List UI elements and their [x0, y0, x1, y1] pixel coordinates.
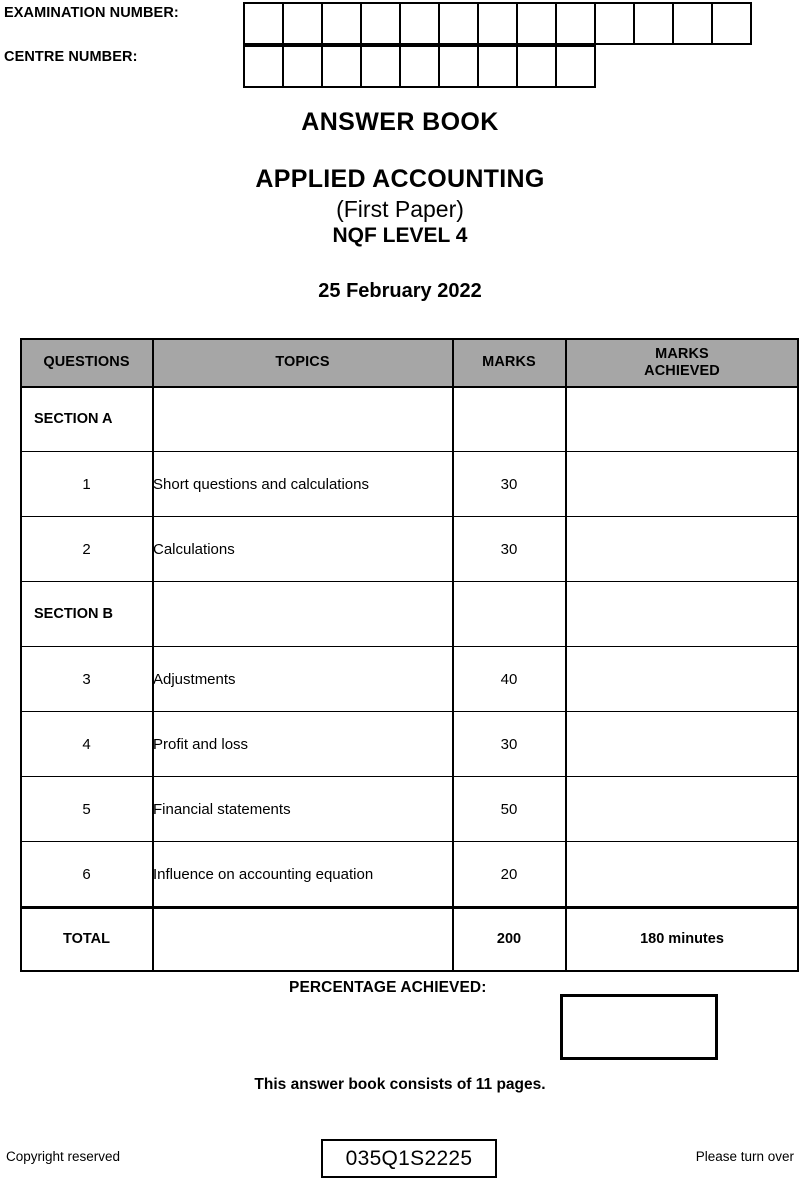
table-row [21, 582, 799, 647]
examination-number-cell[interactable] [594, 2, 635, 45]
column-header-marks: MARKS [453, 339, 566, 387]
duration-cell: 180 minutes [566, 907, 799, 972]
topic-cell: Calculations [153, 517, 453, 582]
marks-achieved-cell[interactable] [566, 842, 799, 907]
column-header-questions: QUESTIONS [21, 339, 153, 387]
topic-cell: Short questions and calculations [153, 452, 453, 517]
examination-number-cell[interactable] [633, 2, 674, 45]
percentage-achieved-box[interactable] [560, 994, 718, 1060]
total-label-cell: TOTAL [21, 907, 153, 972]
marks-achieved-cell[interactable] [566, 452, 799, 517]
marks-achieved-line2: ACHIEVED [644, 362, 720, 379]
marks-cell: 30 [453, 517, 566, 582]
copyright-notice: Copyright reserved [6, 1149, 121, 1164]
table-header-row [21, 339, 799, 387]
examination-number-cell[interactable] [672, 2, 713, 45]
examination-number-cell[interactable] [282, 2, 323, 45]
page-count-note: This answer book consists of 11 pages. [254, 1076, 546, 1093]
topic-cell: Influence on accounting equation [153, 842, 453, 907]
table-row [21, 907, 799, 972]
centre-number-cell[interactable] [321, 45, 362, 88]
title-block [0, 108, 800, 303]
centre-number-cell[interactable] [243, 45, 284, 88]
table-row [21, 452, 799, 517]
centre-number-cell[interactable] [438, 45, 479, 88]
section-label-cell: SECTION B [21, 582, 153, 647]
examination-number-cell[interactable] [711, 2, 752, 45]
examination-number-cell[interactable] [438, 2, 479, 45]
table-row [21, 387, 799, 452]
paper-subtitle: (First Paper) [336, 195, 464, 222]
page-title: ANSWER BOOK [301, 108, 499, 136]
marks-summary-table [20, 338, 799, 972]
paper-code-box: 035Q1S2225 [321, 1139, 497, 1178]
topic-cell: Adjustments [153, 647, 453, 712]
marks-cell: 40 [453, 647, 566, 712]
table-row [21, 647, 799, 712]
centre-number-cell[interactable] [282, 45, 323, 88]
centre-number-cell[interactable] [360, 45, 401, 88]
subject-title: APPLIED ACCOUNTING [255, 165, 545, 193]
marks-cell [453, 387, 566, 452]
table-row [21, 777, 799, 842]
table-row [21, 842, 799, 907]
marks-table-body [21, 387, 799, 972]
marks-cell: 30 [453, 452, 566, 517]
exam-date: 25 February 2022 [318, 279, 482, 302]
marks-cell [453, 582, 566, 647]
examination-number-cell[interactable] [516, 2, 557, 45]
topic-cell [153, 582, 453, 647]
marks-achieved-cell[interactable] [566, 712, 799, 777]
table-rule-above-total [20, 907, 799, 909]
question-number-cell: 4 [21, 712, 153, 777]
question-number-cell: 5 [21, 777, 153, 842]
centre-number-boxes[interactable] [243, 45, 594, 88]
examination-number-cell[interactable] [477, 2, 518, 45]
centre-number-cell[interactable] [555, 45, 596, 88]
marks-cell: 30 [453, 712, 566, 777]
question-number-cell: 1 [21, 452, 153, 517]
topic-cell [153, 907, 453, 972]
examination-number-cell[interactable] [321, 2, 362, 45]
identification-block [0, 0, 800, 96]
examination-number-boxes[interactable] [243, 2, 750, 45]
centre-number-cell[interactable] [399, 45, 440, 88]
marks-achieved-cell[interactable] [566, 647, 799, 712]
nqf-level: NQF LEVEL 4 [332, 223, 468, 247]
marks-cell: 200 [453, 907, 566, 972]
table-row [21, 517, 799, 582]
examination-number-cell[interactable] [555, 2, 596, 45]
topic-cell [153, 387, 453, 452]
examination-number-cell[interactable] [399, 2, 440, 45]
question-number-cell: 3 [21, 647, 153, 712]
column-header-topics: TOPICS [153, 339, 453, 387]
centre-number-cell[interactable] [516, 45, 557, 88]
examination-number-cell[interactable] [243, 2, 284, 45]
table-rule-questions-topics [152, 338, 154, 972]
topic-cell: Financial statements [153, 777, 453, 842]
marks-achieved-cell[interactable] [566, 582, 799, 647]
marks-achieved-cell[interactable] [566, 777, 799, 842]
table-rule-topics-marks [452, 338, 454, 972]
turn-over-notice: Please turn over [695, 1149, 794, 1164]
table-rule-marks-achieved [565, 338, 567, 972]
table-row [21, 712, 799, 777]
centre-number-cell[interactable] [477, 45, 518, 88]
centre-number-label: CENTRE NUMBER: [4, 49, 138, 65]
marks-achieved-line1: MARKS [655, 346, 709, 363]
marks-cell: 20 [453, 842, 566, 907]
question-number-cell: 2 [21, 517, 153, 582]
marks-achieved-cell[interactable] [566, 517, 799, 582]
section-label-cell: SECTION A [21, 387, 153, 452]
topic-cell: Profit and loss [153, 712, 453, 777]
examination-number-cell[interactable] [360, 2, 401, 45]
percentage-achieved-label: PERCENTAGE ACHIEVED: [289, 979, 487, 996]
examination-number-label: EXAMINATION NUMBER: [4, 5, 179, 21]
column-header-marks-achieved [566, 339, 799, 387]
marks-achieved-cell[interactable] [566, 387, 799, 452]
table-rule-below-header [20, 386, 799, 388]
question-number-cell: 6 [21, 842, 153, 907]
marks-cell: 50 [453, 777, 566, 842]
